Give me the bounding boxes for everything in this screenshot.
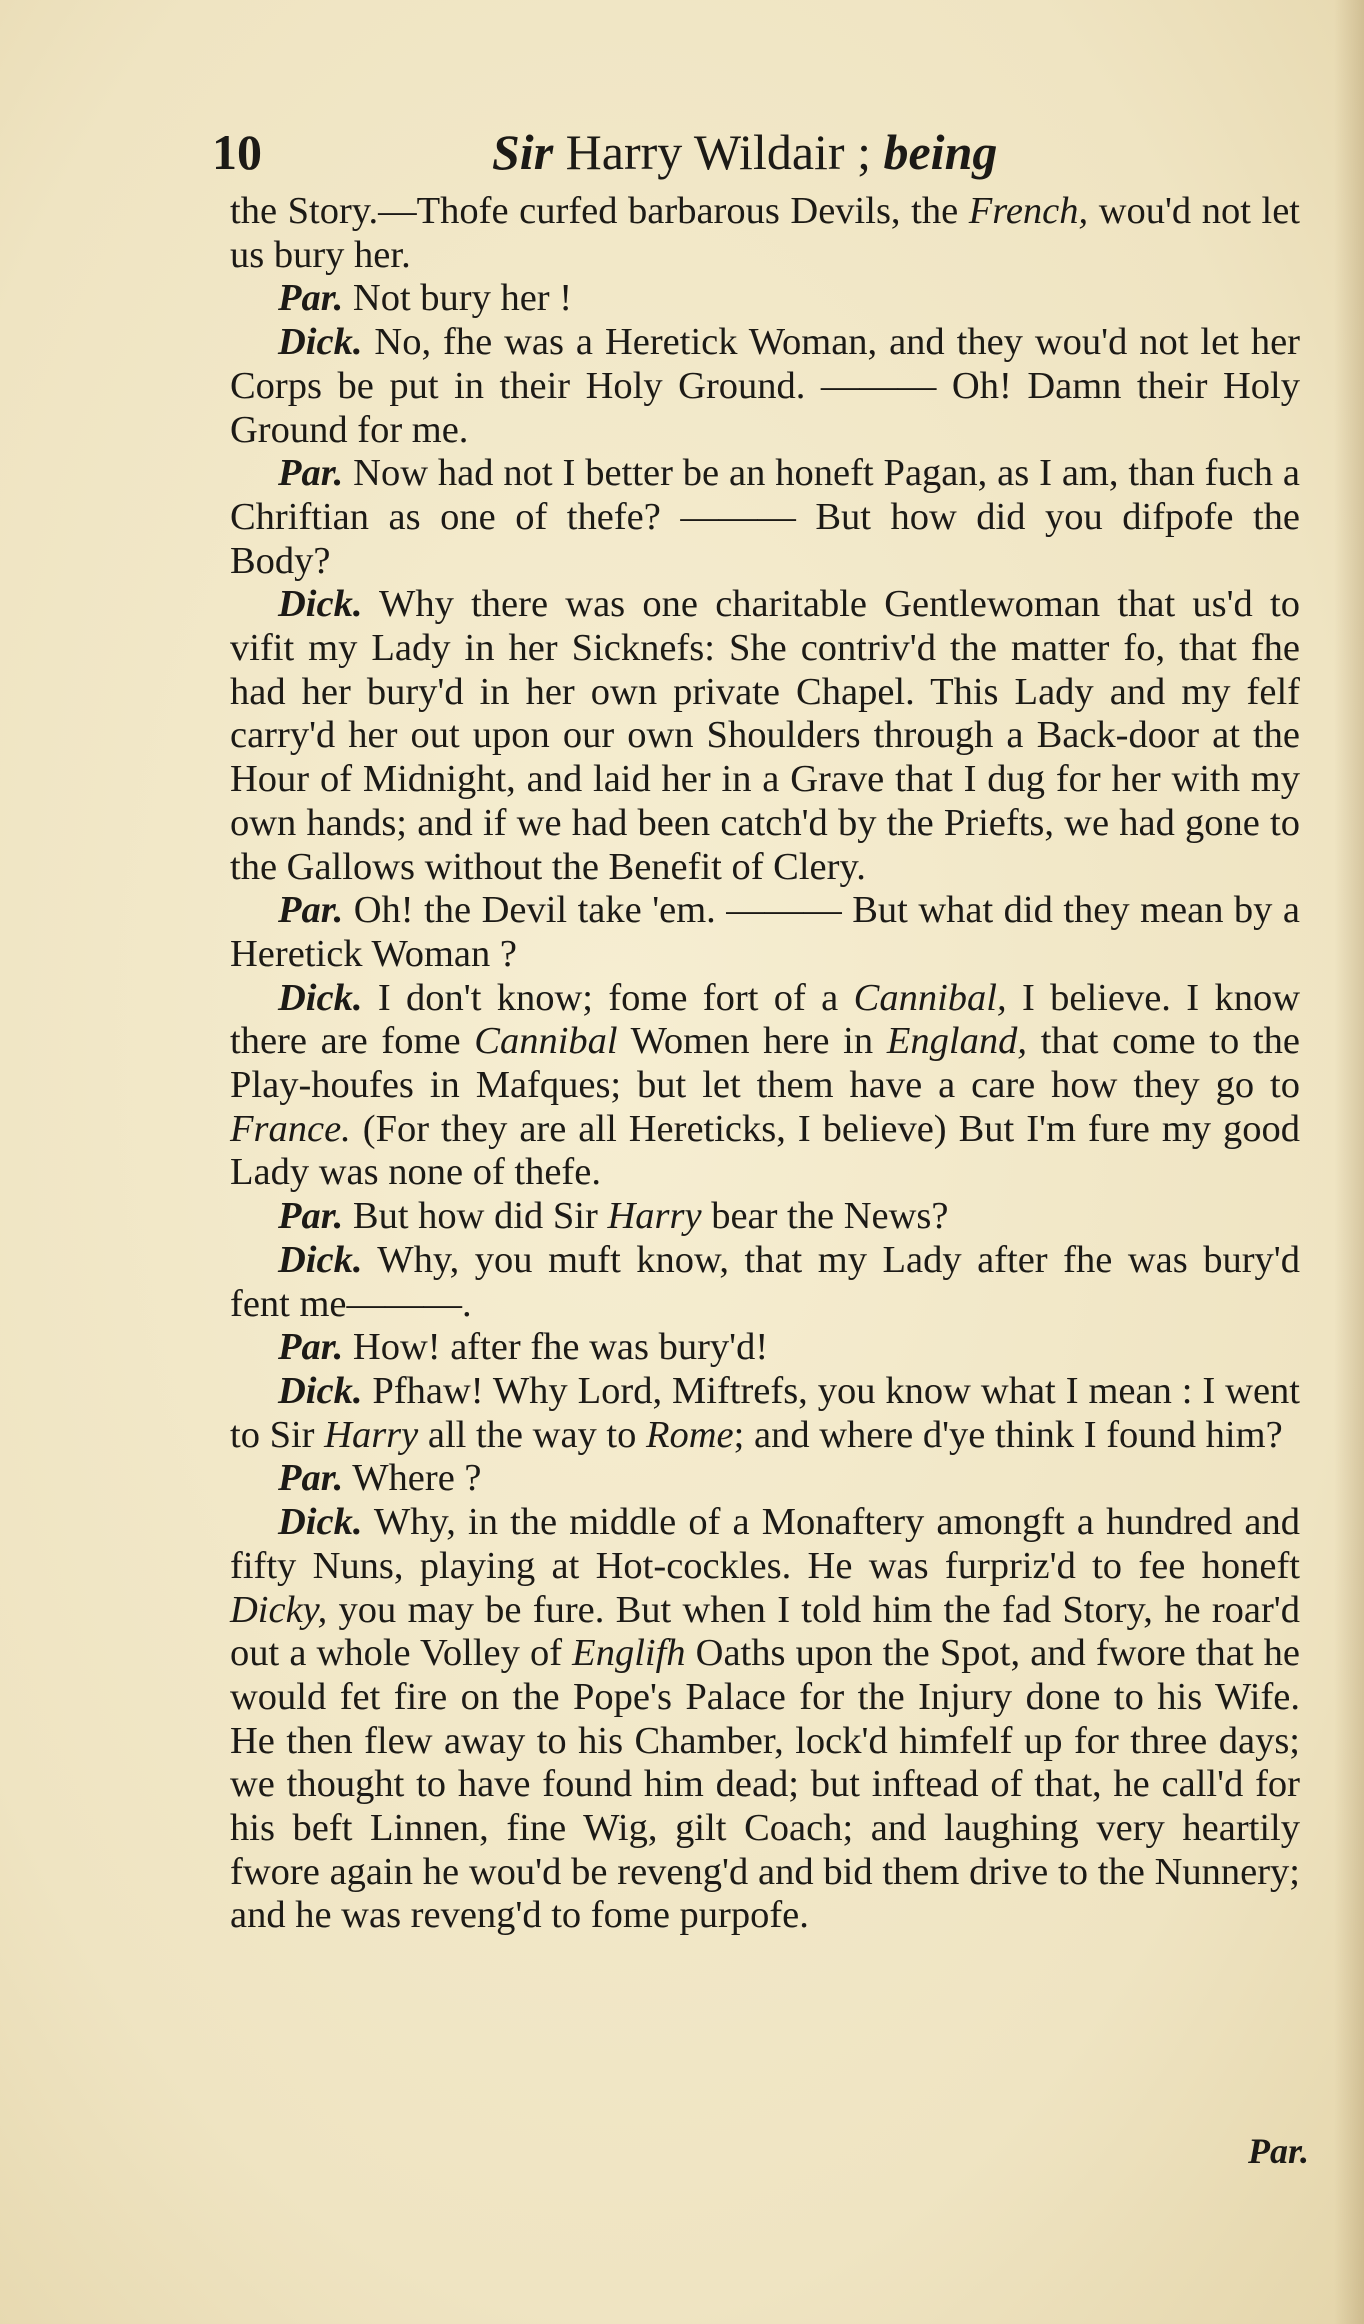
text-run: Why there was one charitable Gentlewoman that us'd to vifit my Lady in her Sicknefs: She contriv'd the matter fo, that fhe had her bury'd in her own private Chapel. This Lady and my felf carry'd her out upon our own Shoulders through a Back-door at the Hour of Midnight, and laid her in a Grave that I dug for her with my own hands; and if we had been catch'd by the Priefts, we had gone to the Gallows without the Benefit of Clery. [230, 583, 1300, 888]
paragraph [230, 1501, 1300, 1938]
text-run: Oh! the Devil take 'em. ——— But what did they mean by a Heretick Woman ? [230, 889, 1300, 975]
speaker-label: Par. [278, 889, 344, 932]
speaker-label: Dick. [278, 1238, 363, 1281]
text-run: Why, you muft know, that my Lady after fhe was bury'd fent me———. [230, 1238, 1300, 1325]
paragraph [230, 889, 1300, 976]
paragraph [230, 321, 1300, 452]
running-title [492, 112, 997, 192]
text-run: (For they are all Hereticks, I believe) But I'm fure my good Lady was none of thefe. [230, 1107, 1300, 1194]
italic-word: Englifh [572, 1632, 686, 1675]
speaker-label: Par. [278, 1457, 344, 1500]
speaker-label: Par. [278, 452, 344, 495]
text-run: I believe. I know there are fome [230, 976, 1300, 1063]
text-run: the Story.—Thofe curfed barbarous Devils, the [230, 190, 969, 232]
text-run: But how did Sir [343, 1195, 608, 1238]
running-title-being: being [883, 124, 998, 180]
speaker-label: Dick. [278, 1369, 363, 1412]
speaker-label: Par. [278, 1326, 344, 1369]
paragraph [230, 1239, 1300, 1326]
running-title-sir: Sir [492, 124, 554, 180]
text-run: Where ? [343, 1457, 482, 1500]
text-run: I don't know; fome fort of a [362, 976, 854, 1019]
text-run: Why, in the middle of a Monaftery amongft a hundred and fifty Nuns, playing at Hot-cockles. He was furpriz'd to fee honeft [230, 1501, 1300, 1587]
text-run: No, fhe was a Heretick Woman, and they wou'd not let her Corps be put in their Holy Ground. ——— Oh! Damn their Holy Ground for me. [230, 321, 1300, 451]
speaker-label: Dick. [278, 976, 363, 1019]
speaker-label: Dick. [278, 1501, 363, 1544]
paragraph [230, 583, 1300, 889]
speaker-label: Dick. [278, 583, 363, 626]
italic-word: Cannibal [474, 1020, 618, 1063]
italic-word: Harry [607, 1195, 702, 1238]
italic-word: French, [968, 190, 1089, 232]
italic-word: France. [230, 1107, 351, 1150]
paragraph [230, 1195, 1300, 1239]
text-run: bear the News? [701, 1195, 949, 1238]
catchword: Par. [1248, 2131, 1310, 2171]
text-run: Oaths upon the Spot, and fwore that he would fet fire on the Pope's Palace for the Injury done to his Wife. He then flew away to his Chamber, lock'd himfelf up for three days; we thought to have found him dead; but inftead of that, he call'd for his beft Linnen, fine Wig, gilt Coach; and laughing very heartily fwore again he wou'd be reveng'd and bid them drive to the Nunnery; and he was reveng'd to fome purpofe. [230, 1632, 1301, 1937]
running-title-name: Harry Wildair ; [565, 124, 871, 180]
text-run: that come to the Play-houfes in Mafques; but let them have a care how they go to [230, 1020, 1300, 1107]
text-run: Now had not I better be an honeft Pagan, as I am, than fuch a Chriftian as one of thefe? ——— But how did you difpofe the Body? [230, 452, 1300, 582]
italic-word: Rome [645, 1413, 734, 1456]
text-run: all the way to [418, 1413, 646, 1456]
speaker-label: Par. [278, 277, 344, 320]
speaker-label: Par. [278, 1195, 344, 1238]
text-run: Not bury her ! [343, 277, 573, 320]
paragraph [230, 190, 1300, 277]
italic-word: England, [886, 1020, 1027, 1063]
running-header [212, 112, 1112, 192]
text-run: wou'd not let us bury her. [230, 190, 1301, 276]
italic-word: Cannibal, [853, 976, 1007, 1019]
text-run: Pfhaw! Why Lord, Miftrefs, you know what I mean : I went to Sir [230, 1369, 1300, 1456]
page-edge-shadow [1334, 0, 1364, 2324]
paragraph [230, 1370, 1300, 1457]
italic-word: Dicky, [230, 1588, 328, 1631]
paragraph [230, 1326, 1300, 1370]
paragraph [230, 452, 1300, 583]
text-run: ; and where d'ye think I found him? [733, 1413, 1283, 1456]
text-run: How! after fhe was bury'd! [343, 1326, 769, 1369]
text-run: you may be fure. But when I told him the fad Story, he roar'd out a whole Volley of [230, 1588, 1300, 1675]
speaker-label: Dick. [278, 321, 363, 364]
paragraph [230, 977, 1300, 1196]
text-run: Women here in [617, 1020, 887, 1063]
page-number: 10 [212, 124, 262, 180]
body-text [230, 190, 1300, 1938]
italic-word: Harry [324, 1413, 419, 1456]
paragraph [230, 1457, 1300, 1501]
paragraph [230, 277, 1300, 321]
